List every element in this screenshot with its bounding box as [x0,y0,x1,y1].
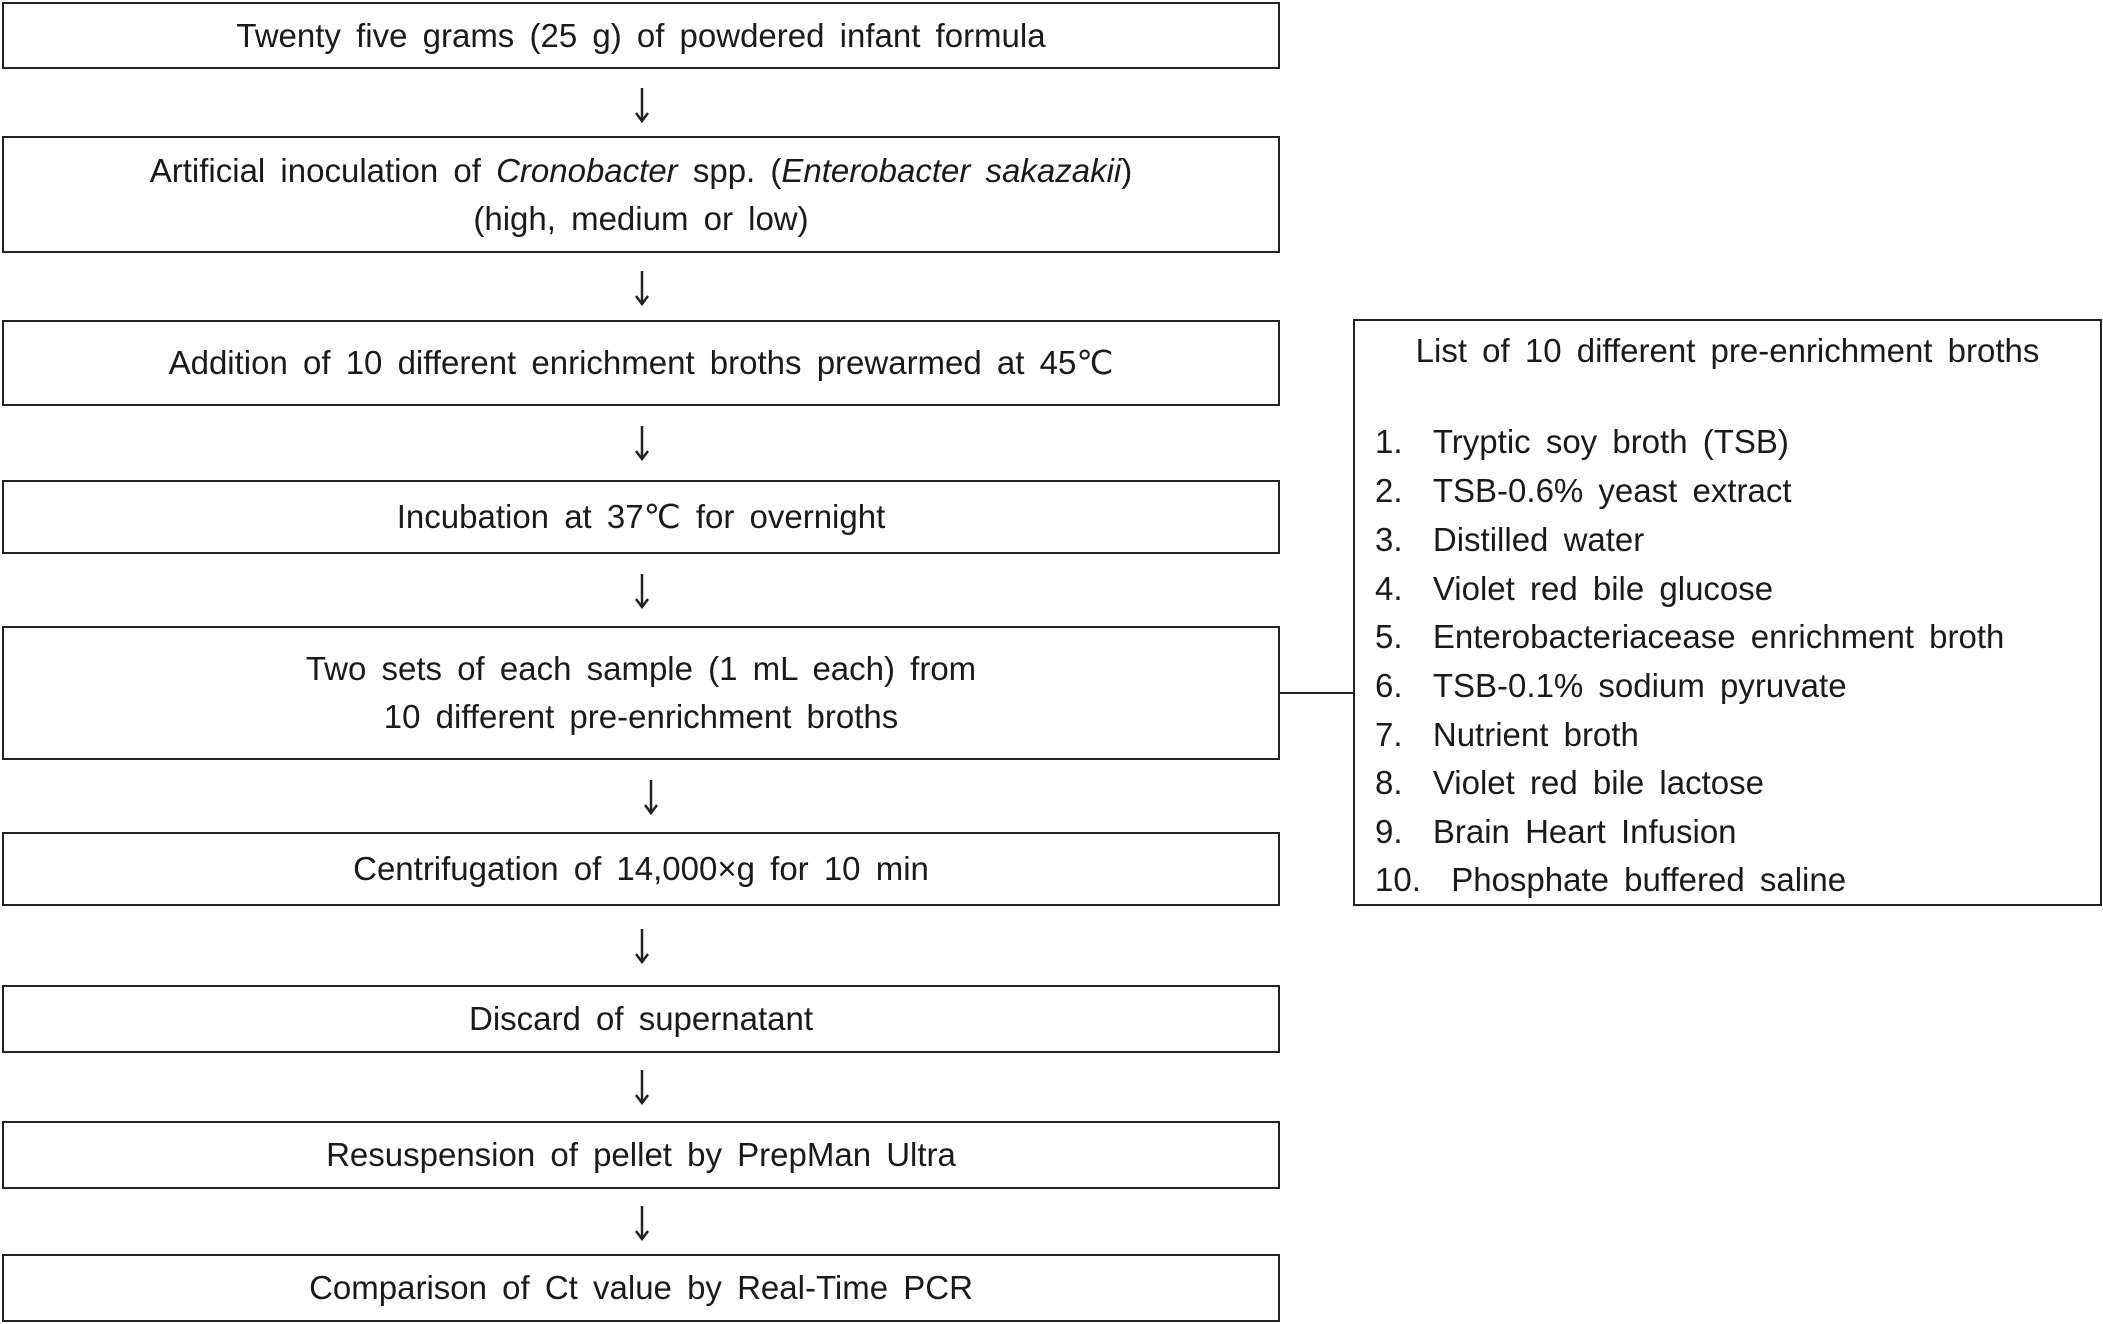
broth-item-label: Violet red bile glucose [1432,570,1774,607]
arrow-down-icon [627,929,657,965]
step-6-box [2,832,1280,906]
step-2-line-2: (high, medium or low) [473,199,809,237]
broth-list-panel [1353,319,2102,906]
broth-item [1375,856,1846,904]
broth-item-label: TSB-0.6% yeast extract [1432,472,1792,509]
broth-item-label: Phosphate buffered saline [1451,861,1847,898]
step-2-prefix: Artificial inoculation of [149,151,497,189]
broth-item-number: 9. [1375,813,1403,850]
broth-item-number: 8. [1375,764,1403,801]
broth-item-label: Violet red bile lactose [1432,764,1764,801]
broth-item [1375,759,1764,807]
arrow-down-icon [627,1070,657,1106]
arrow-down-icon [636,780,666,816]
broth-item [1375,467,1792,515]
step-5-box [2,626,1280,760]
step-5-line-2: 10 different pre-enrichment broths [383,698,899,735]
step-4-text: Incubation at 37℃ for overnight [396,498,886,535]
step-7-text: Discard of supernatant [468,1000,813,1037]
arrow-down-icon [627,88,657,124]
broth-item-label: Enterobacteriacease enrichment broth [1432,618,2005,655]
step-2-box [2,136,1280,253]
broth-item-number: 6. [1375,667,1403,704]
broth-item-number: 2. [1375,472,1403,509]
step-2-line-1 [150,147,1132,195]
step-4-box [2,480,1280,554]
step-2-suffix: ) [1121,151,1133,189]
broth-item [1375,613,2004,661]
step-1-box [2,2,1280,69]
broth-item-number: 1. [1375,423,1403,460]
broth-item-label: Nutrient broth [1432,716,1639,753]
broth-item-number: 10. [1375,861,1421,898]
arrow-down-icon [627,574,657,610]
broth-item-number: 7. [1375,716,1403,753]
broth-item [1375,418,1789,466]
broth-item [1375,565,1773,613]
step-3-box [2,320,1280,406]
connector-line [1280,692,1353,694]
step-8-box [2,1121,1280,1189]
broth-item-label: Tryptic soy broth (TSB) [1432,423,1789,460]
broth-item-number: 3. [1375,521,1403,558]
arrow-down-icon [627,426,657,462]
step-5-line-1: Two sets of each sample (1 mL each) from [305,650,977,687]
broth-item-label: Brain Heart Infusion [1432,813,1737,850]
broth-item-label: Distilled water [1432,521,1645,558]
broth-item [1375,808,1737,856]
step-9-box [2,1254,1280,1322]
broth-item-number: 5. [1375,618,1403,655]
step-1-text: Twenty five grams (25 g) of powdered infant formula [236,16,1046,54]
broth-item [1375,516,1644,564]
arrow-down-icon [627,1206,657,1242]
step-7-box [2,985,1280,1053]
broth-item-number: 4. [1375,570,1403,607]
step-2-genus: Cronobacter [496,151,678,189]
broth-item [1375,711,1639,759]
broth-list-title: List of 10 different pre-enrichment broths [1415,332,2040,369]
step-3-text: Addition of 10 different enrichment broths prewarmed at 45℃ [168,344,1114,381]
step-6-text: Centrifugation of 14,000×g for 10 min [353,850,929,887]
step-9-text: Comparison of Ct value by Real-Time PCR [309,1269,973,1306]
step-2-species: Enterobacter sakazakii [781,151,1122,189]
step-8-text: Resuspension of pellet by PrepMan Ultra [326,1136,956,1173]
arrow-down-icon [627,271,657,307]
broth-item [1375,662,1847,710]
step-2-mid: spp. ( [677,151,782,189]
broth-item-label: TSB-0.1% sodium pyruvate [1432,667,1847,704]
